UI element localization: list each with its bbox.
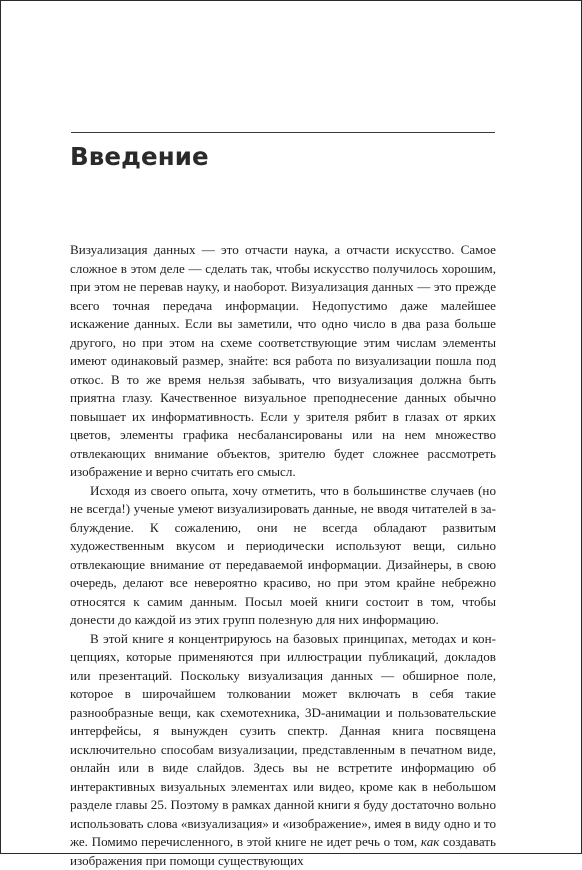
chapter-body — [70, 241, 496, 870]
paragraph-3-text-start: В этой книге я концентрируюсь на базовых принципах, методах и концепциях, которые применяются при иллюстрации публикаций, докладов или презентаций. Поскольку визуализация данных — обширное поле, которое в широчайшем толковании может включать в себя такие разнообразные вещи, как схемотехника, 3D-анимации и пользовательские интерфейсы, я вынужден сузить спектр. Данная книга посвящена исключительно способам визуализации, представленным в печатном виде, онлайн или в виде слайдов. Здесь вы не встретите информацию об интерактивных визуальных элементах или видео, кроме как в небольшом разделе главы 25. Поэтому в рамках данной книги я буду достаточно вольно использовать слова «визуализация» и «изображение», имея в виду одно и то же. Помимо перечисленного, в этой книге не идет речь о том, — [70, 631, 496, 850]
paragraph-3-text-end: создавать изображения при помощи существующих — [70, 834, 496, 868]
paragraph-2: Исходя из своего опыта, хочу отметить, что в большинстве случаев (но не всегда!) ученые умеют визуализировать данные, не вводя читателей в заблуждение. К сожалению, они не всегда обладают развитым художественным вкусом и периодически используют вещи, сильно отвлекающие внимание от передаваемой информации. Дизайнеры, в свою очередь, делают все невероятно красиво, но при этом крайне небрежно относятся к самим данным. Посыл моей книги состоит в том, чтобы донести до каждой из этих групп полезную для них информацию. — [70, 482, 496, 630]
paragraph-1: Визуализация данных — это отчасти наука, а отчасти искусство. Самое сложное в этом деле — сделать так, чтобы искусство получилось хорошим, при этом не перевав науку, и наоборот. Визуализация данных — это прежде всего точная передача информации. Недопустимо даже малейшее искажение данных. Если вы заметили, что одно число в два раза больше другого, но при этом на схеме соответствующие этим числам элементы имеют одинаковый размер, знайте: вся работа по визуализации пошла под откос. В то же время нельзя забывать, что визуализация должна быть приятна глазу. Качественное визуальное преподнесение данных обычно повышает их информативность. Если у зрителя рябит в глазах от ярких цветов, элементы графика несбалансированы или на нем множество отвлекающих внимание объектов, зрителю будет сложнее рассмотреть изображение и верно считать его смысл. — [70, 241, 496, 482]
paragraph-3 — [70, 630, 496, 870]
chapter-title-rule — [71, 132, 495, 133]
paragraph-3-italic-word: как — [421, 834, 439, 849]
chapter-title: Введение — [70, 140, 209, 174]
